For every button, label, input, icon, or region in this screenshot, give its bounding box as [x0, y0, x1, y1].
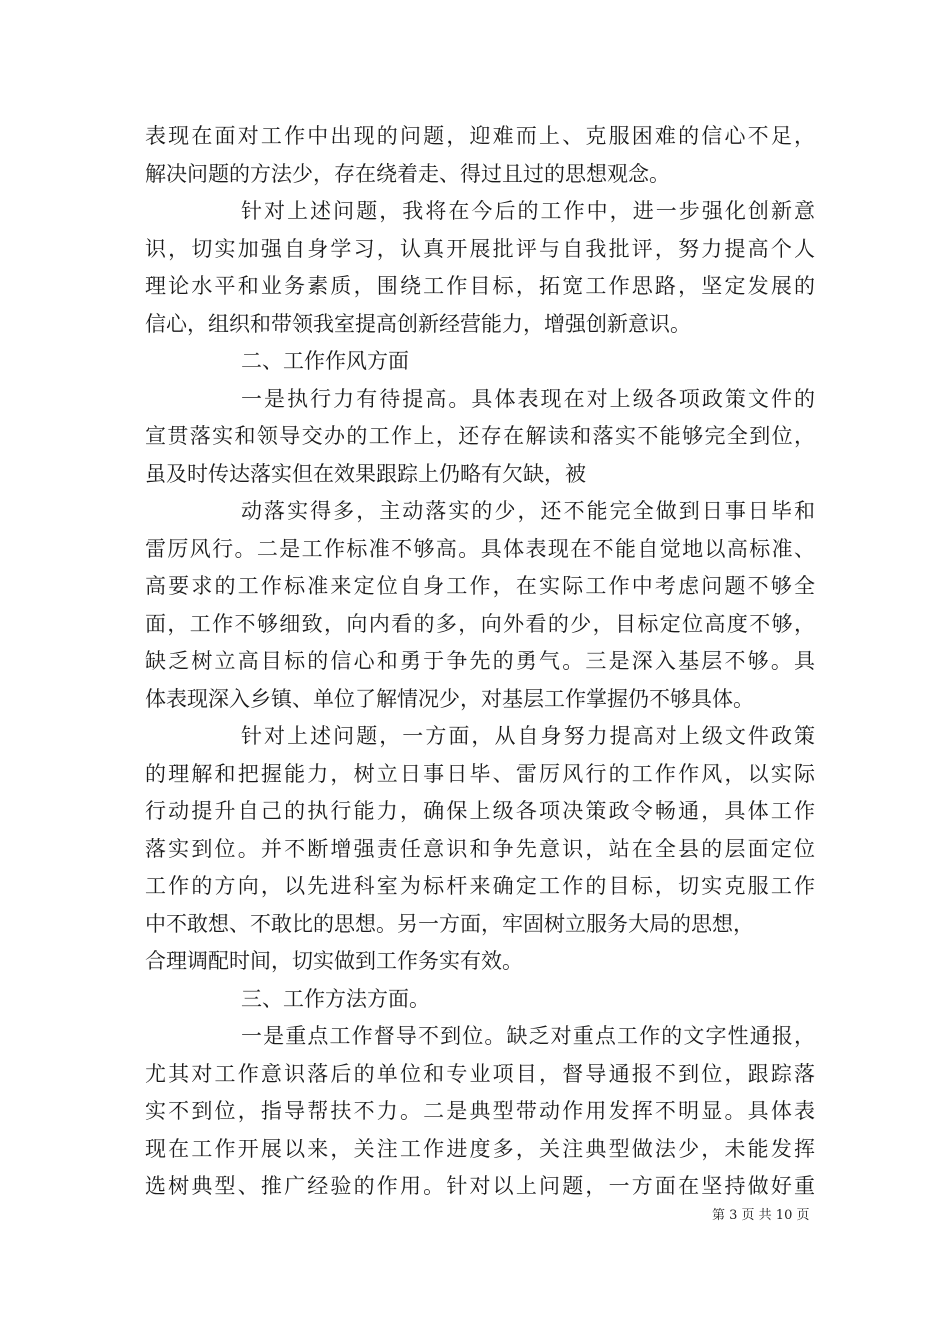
text-line: 行动提升自己的执行能力，确保上级各项决策政令畅通，具体工作: [145, 799, 815, 823]
text-line: 的理解和把握能力，树立日事日毕、雷厉风行的工作作风，以实际: [145, 761, 815, 786]
text-line: 工作的方向，以先进科室为标杆来确定工作的目标，切实克服工作: [145, 874, 815, 898]
text-line: 虽及时传达落实但在效果跟踪上仍略有欠缺，被: [145, 461, 586, 486]
text-line: 合理调配时间，切实做到工作务实有效。: [145, 949, 523, 973]
document-body: [145, 118, 815, 1206]
page-number-footer: 第 3 页 共 10 页: [712, 1208, 810, 1223]
paragraph-first-line: 动落实得多，主动落实的少，还不能完全做到日事日毕和: [241, 499, 815, 523]
text-line: 实不到位，指导帮扶不力。二是典型带动作用发挥不明显。具体表: [145, 1099, 815, 1123]
text-line: 信心，组织和带领我室提高创新经营能力，增强创新意识。: [145, 311, 691, 336]
section-heading: 三、工作方法方面。: [241, 986, 430, 1011]
text-line: 体表现深入乡镇、单位了解情况少，对基层工作掌握仍不够具体。: [145, 686, 754, 711]
text-line: 面，工作不够细致，向内看的多，向外看的少，目标定位高度不够，: [145, 611, 815, 636]
text-line: 雷厉风行。二是工作标准不够高。具体表现在不能自觉地以高标准、: [145, 536, 815, 561]
paragraph-first-line: 一是执行力有待提高。具体表现在对上级各项政策文件的: [241, 386, 815, 411]
text-line: 落实到位。并不断增强责任意识和争先意识，站在全县的层面定位: [145, 836, 815, 861]
text-line: 选树典型、推广经验的作用。针对以上问题，一方面在坚持做好重: [145, 1174, 815, 1198]
paragraph-first-line: 一是重点工作督导不到位。缺乏对重点工作的文字性通报，: [241, 1024, 815, 1048]
paragraph-first-line: 针对上述问题，我将在今后的工作中，进一步强化创新意: [241, 199, 815, 223]
text-line: 高要求的工作标准来定位自身工作，在实际工作中考虑问题不够全: [145, 574, 815, 598]
text-line: 中不敢想、不敢比的思想。另一方面，牢固树立服务大局的思想，: [145, 911, 754, 936]
paragraph-first-line: 针对上述问题，一方面，从自身努力提高对上级文件政策: [241, 724, 815, 748]
text-line: 识，切实加强自身学习，认真开展批评与自我批评，努力提高个人: [145, 236, 815, 261]
text-line: 尤其对工作意识落后的单位和专业项目，督导通报不到位，跟踪落: [145, 1061, 815, 1086]
text-line: 理论水平和业务素质，围绕工作目标，拓宽工作思路，坚定发展的: [145, 274, 815, 298]
text-line: 现在工作开展以来，关注工作进度多，关注典型做法少，未能发挥: [145, 1136, 815, 1161]
text-line: 解决问题的方法少，存在绕着走、得过且过的思想观念。: [145, 161, 670, 186]
text-line: 表现在面对工作中出现的问题，迎难而上、克服困难的信心不足，: [145, 124, 815, 148]
text-line: 宣贯落实和领导交办的工作上，还存在解读和落实不能够完全到位，: [145, 424, 815, 448]
section-heading: 二、工作作风方面: [241, 349, 409, 373]
text-line: 缺乏树立高目标的信心和勇于争先的勇气。三是深入基层不够。具: [145, 649, 815, 673]
